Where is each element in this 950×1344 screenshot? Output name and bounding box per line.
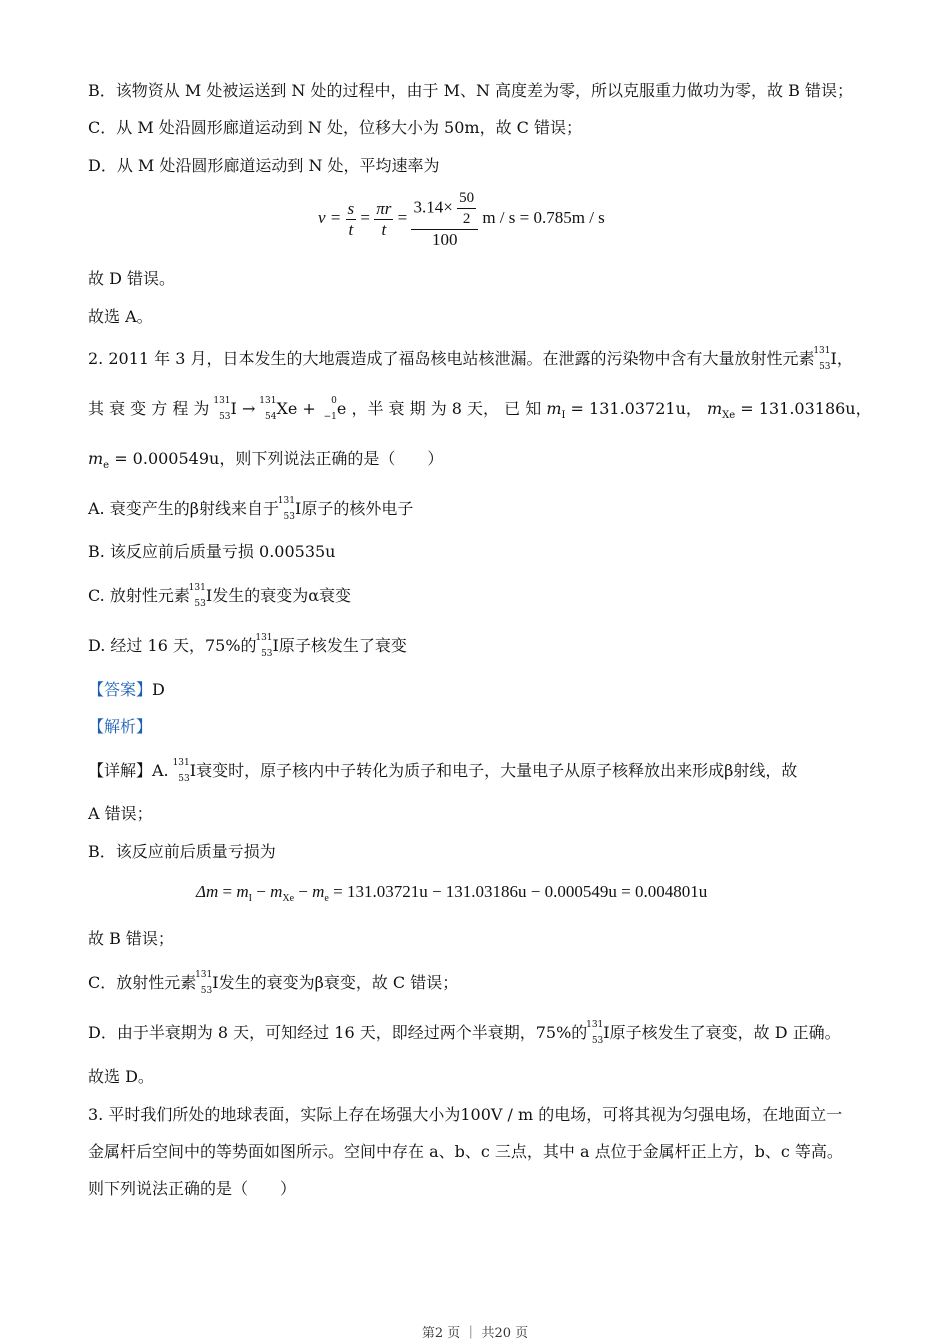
q2-line1-text: 2. 2011 年 3 月，日本发生的大地震造成了福岛核电站核泄漏。在泄露的污染物中含有大量放射性元素 xyxy=(88,349,815,368)
detail-d-text: 原子核发生了衰变，故 D 正确。 xyxy=(609,1023,841,1042)
average-speed-equation: v = $\frac{s}{t}$ = $\frac{\pi r}{t}$ = 3.14× $\frac{50}{2}$ 100 m / s = 0.785m / s xyxy=(318,190,605,249)
detail-a-cont: A 错误； xyxy=(88,804,153,823)
q2-line3: $m_e = 0.000549u$，则下列说法正确的是（ ） xyxy=(88,449,444,471)
answer-value: D xyxy=(152,680,165,699)
answer-label: 【答案】 xyxy=(88,680,153,699)
q2-line2-text-b: ，半 衰 期 为 8 天， 已 知 xyxy=(351,399,542,418)
q2-option-a: A. 衰变产生的β射线来自于 131 53 I原子的核外电子 xyxy=(88,496,414,522)
eq-s: s xyxy=(347,198,355,218)
eq-pir: πr xyxy=(376,198,392,218)
q2-line2: 其 衰 变 方 程 为 131 53 I → 131 54 Xe + 0 −1 e ，半 衰 期 为 8 天， 已 知 $m_I = 131.03721u$， $m_{Xe} = 131.03186u$， xyxy=(88,396,872,422)
mass-e: = 0.000549u，则下列说法正确的是（ ） xyxy=(114,449,444,468)
eq-denominator: 100 xyxy=(432,230,458,249)
analysis-label: 【解析】 xyxy=(88,717,153,736)
detail-c-text: 发生的衰变为β衰变，故 C 错误； xyxy=(218,973,459,992)
isotope-xe131: 131 54 xyxy=(259,396,277,422)
eq-n1: 3.14× xyxy=(413,197,453,217)
fraction-s-over-t xyxy=(346,199,357,240)
mass-i: = 131.03721u， xyxy=(570,399,702,418)
detail-d: D．由于半衰期为 8 天，可知经过 16 天，即经过两个半衰期，75%的 131 53 I原子核发生了衰变，故 D 正确。 xyxy=(88,1020,841,1046)
eq-t: t xyxy=(348,219,354,239)
q3-line3: 则下列说法正确的是（ ） xyxy=(88,1179,297,1198)
isotope-electron: 0 −1 xyxy=(323,396,337,422)
q3-line2: 金属杆后空间中的等势面如图所示。空间中存在 a、b、c 三点，其中 a 点位于金属杆正上方，b、c 等高。 xyxy=(88,1142,843,1161)
eq-rhs: m / s = 0.785m / s xyxy=(482,207,605,227)
q2-option-a-text: A. 衰变产生的β射线来自于 xyxy=(88,499,279,518)
fraction-50-over-2 xyxy=(457,188,476,229)
conclusion-answer: 故选 A。 xyxy=(88,307,153,326)
detail-c-label: C．放射性元素 xyxy=(88,973,197,992)
q2-option-d-text2: 原子核发生了衰变 xyxy=(278,636,407,655)
eq-n2: 2 xyxy=(462,211,471,227)
page-footer: 第2 页 ｜ 共20 页 xyxy=(421,1326,529,1341)
q2-option-c-text2: 发生的衰变为α衰变 xyxy=(212,586,351,605)
eq-lhs: v = xyxy=(318,207,342,227)
q2-line2-text: 其 衰 变 方 程 为 xyxy=(88,399,210,418)
detail-d-label: D．由于半衰期为 8 天，可知经过 16 天，即经过两个半衰期，75%的 xyxy=(88,1023,588,1042)
option-d-text: D．从 M 处沿圆形廊道运动到 N 处，平均速率为 xyxy=(88,156,440,175)
detail-conclusion: 故选 D。 xyxy=(88,1067,154,1086)
option-c-text: C．从 M 处沿圆形廊道运动到 N 处，位移大小为 50m，故 C 错误； xyxy=(88,118,583,137)
mass-defect-result: = 131.03721u − 131.03186u − 0.000549u = 0.004801u xyxy=(333,882,708,901)
eq-numerator xyxy=(411,188,478,230)
detail-b-cont: 故 B 错误； xyxy=(88,929,174,948)
detail-a-text: 衰变时，原子核内中子转化为质子和电子，大量电子从原子核释放出来形成β射线，故 xyxy=(196,761,798,780)
q2-option-c: C. 放射性元素 131 53 I发生的衰变为α衰变 xyxy=(88,583,351,609)
eq-n50: 50 xyxy=(457,188,476,209)
mass-defect-equation: $\Delta m = m_I - m_{Xe} - m_e = 131.03721u - 131.03186u - 0.000549u = 0.004801u$ xyxy=(196,882,708,904)
fraction-pir-over-t xyxy=(374,199,393,240)
q2-option-a-text2: 原子的核外电子 xyxy=(301,499,414,518)
q2-option-b: B. 该反应前后质量亏损 0.00535u xyxy=(88,542,336,561)
eq-t2: t xyxy=(381,219,387,239)
isotope-i131: 131 53 xyxy=(213,396,231,422)
detail-a-label: 【详解】A. xyxy=(88,761,169,780)
q2-line1: 2. 2011 年 3 月，日本发生的大地震造成了福岛核电站核泄漏。在泄露的污染物中含有大量放射性元素 131 53 I， xyxy=(88,346,853,372)
option-b-text: B．该物资从 M 处被运送到 N 处的过程中，由于 M、N 高度差为零，所以克服重力做功为零，故 B 错误； xyxy=(88,81,853,100)
conclusion-d: 故 D 错误。 xyxy=(88,269,176,288)
isotope-i131: 131 53 xyxy=(813,346,831,372)
q3-line1: 3. 平时我们所处的地球表面，实际上存在场强大小为100V / m 的电场，可将其视为匀强电场，在地面立一 xyxy=(88,1105,843,1124)
q2-option-d: D. 经过 16 天，75%的 131 53 I原子核发生了衰变 xyxy=(88,633,407,659)
q2-option-c-text: C. 放射性元素 xyxy=(88,586,190,605)
detail-b: B．该反应前后质量亏损为 xyxy=(88,842,276,861)
q2-option-d-text: D. 经过 16 天，75%的 xyxy=(88,636,257,655)
answer-line xyxy=(88,679,165,701)
fraction-numeric xyxy=(411,188,478,250)
detail-c: C．放射性元素 131 53 I发生的衰变为β衰变，故 C 错误； xyxy=(88,970,459,996)
mass-xe: = 131.03186u， xyxy=(740,399,872,418)
detail-a: 【详解】A. 131 53 I衰变时，原子核内中子转化为质子和电子，大量电子从原子核释放出来形成β射线，故 xyxy=(88,758,798,784)
